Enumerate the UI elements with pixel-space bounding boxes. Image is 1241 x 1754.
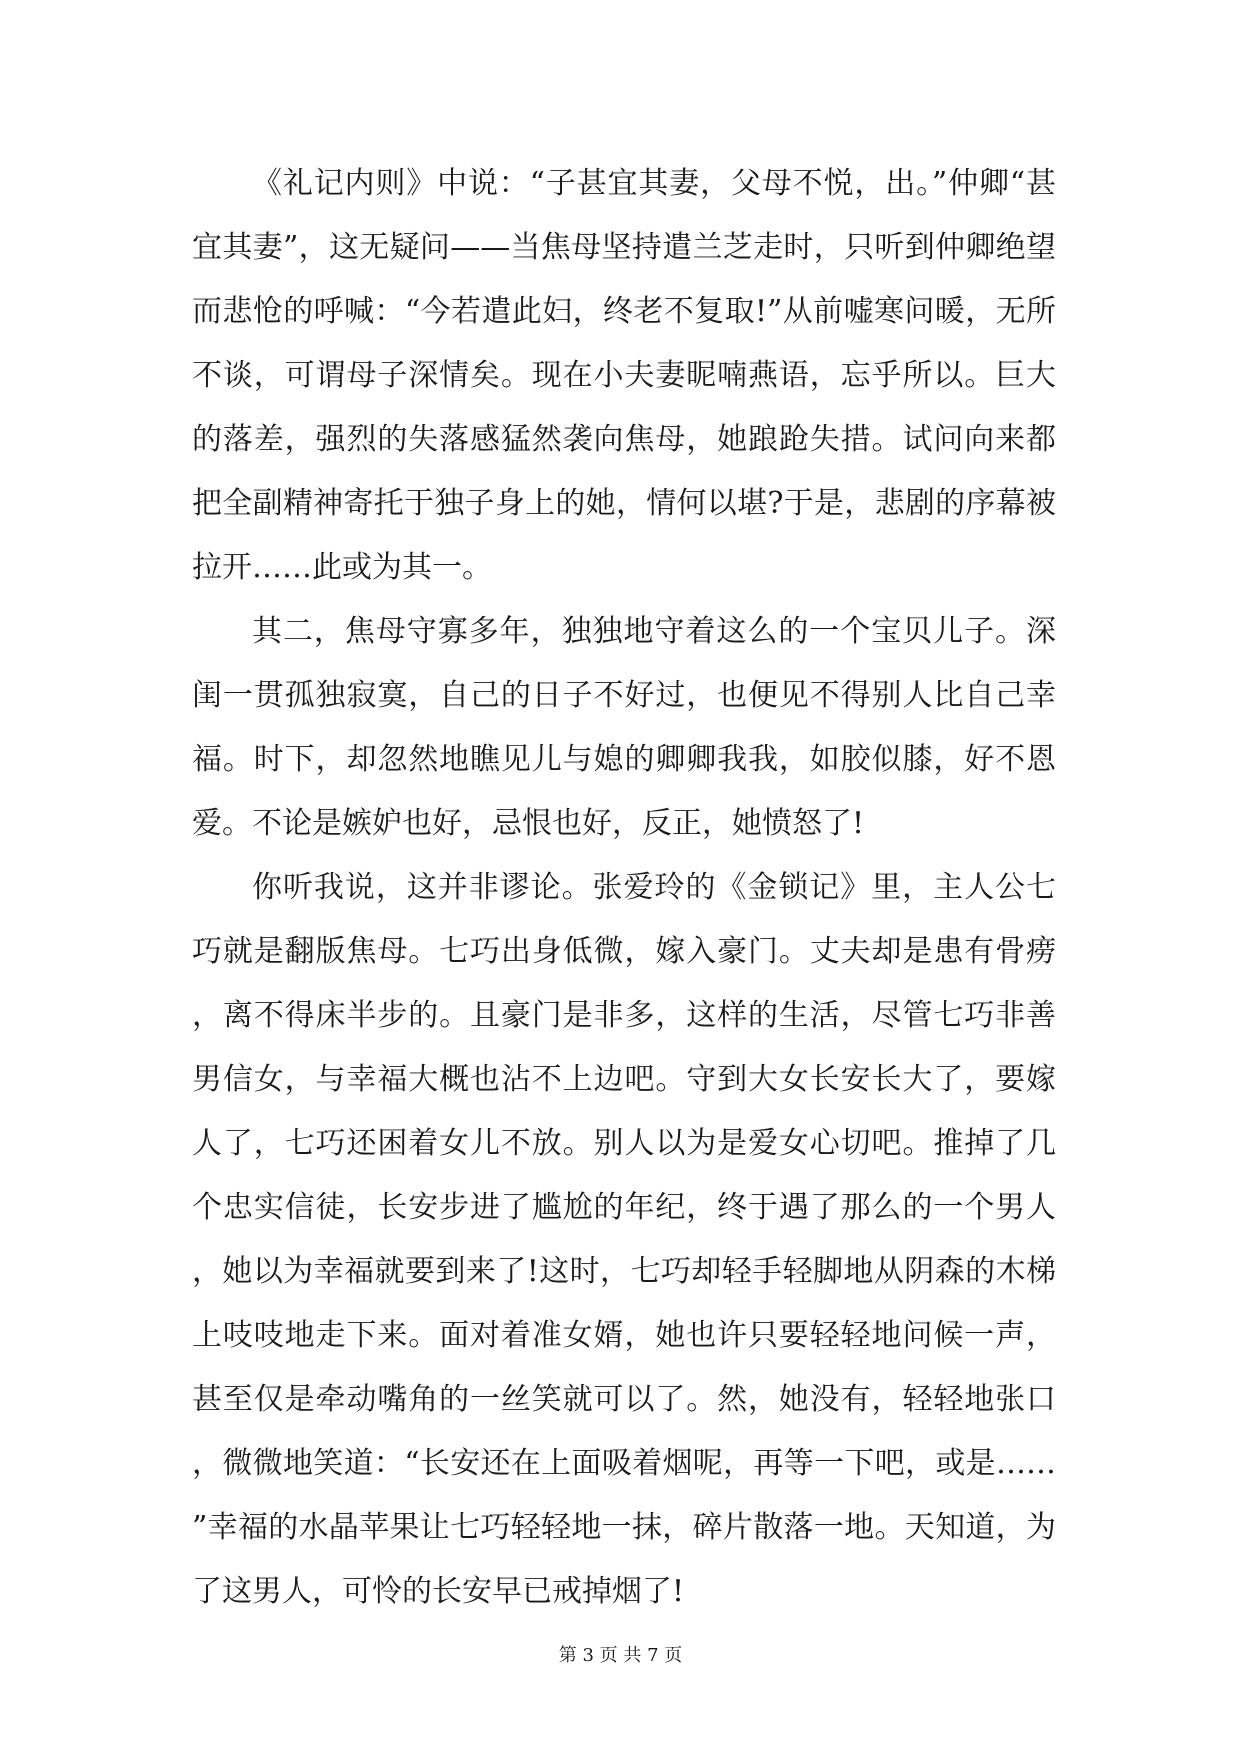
page-number-footer: 第 3 页 共 7 页 [558,1645,683,1666]
paragraph-2: 其二，焦母守寡多年，独独地守着这么的一个宝贝儿子。深闺一贯孤独寂寞，自己的日子不好过，也便见不得别人比自己幸福。时下，却忽然地瞧见儿与媳的卿卿我我，如胶似膝，好不恩爱。不论是嫉妒也好，忌恨也好，反正，她愤怒了! [192,614,1056,841]
paragraph-3: 你听我说，这并非谬论。张爱玲的《金锁记》里，主人公七巧就是翻版焦母。七巧出身低微，嫁入豪门。丈夫却是患有骨痨，离不得床半步的。且豪门是非多，这样的生活，尽管七巧非善男信女，与幸福大概也沾不上边吧。守到大女长安长大了，要嫁人了，七巧还困着女儿不放。别人以为是爱女心切吧。推掉了几个忠实信徒，长安步进了尴尬的年纪，终于遇了那么的一个男人，她以为幸福就要到来了!这时，七巧却轻手轻脚地从阴森的木梯上吱吱地走下来。面对着准女婿，她也许只要轻轻地问候一声，甚至仅是牵动嘴角的一丝笑就可以了。然，她没有，轻轻地张口，微微地笑道：“长安还在上面吸着烟呢，再等一下吧，或是……”幸福的水晶苹果让七巧轻轻地一抹，碎片散落一地。天知道，为了这男人，可怜的长安早已戒掉烟了! [192,870,1056,1609]
paragraph-1: 《礼记内则》中说：“子甚宜其妻，父母不悦，出。”仲卿“甚宜其妻”，这无疑问——当焦母坚持遣兰芝走时，只听到仲卿绝望而悲怆的呼喊：“今若遣此妇，终老不复取!”从前嘘寒问暖，无所不谈，可谓母子深情矣。现在小夫妻昵喃燕语，忘乎所以。巨大的落差，强烈的失落感猛然袭向焦母，她踉跄失措。试问向来都把全副精神寄托于独子身上的她，情何以堪?于是，悲剧的序幕被拉开……此或为其一。 [192,166,1056,585]
document-body [192,152,1056,1624]
